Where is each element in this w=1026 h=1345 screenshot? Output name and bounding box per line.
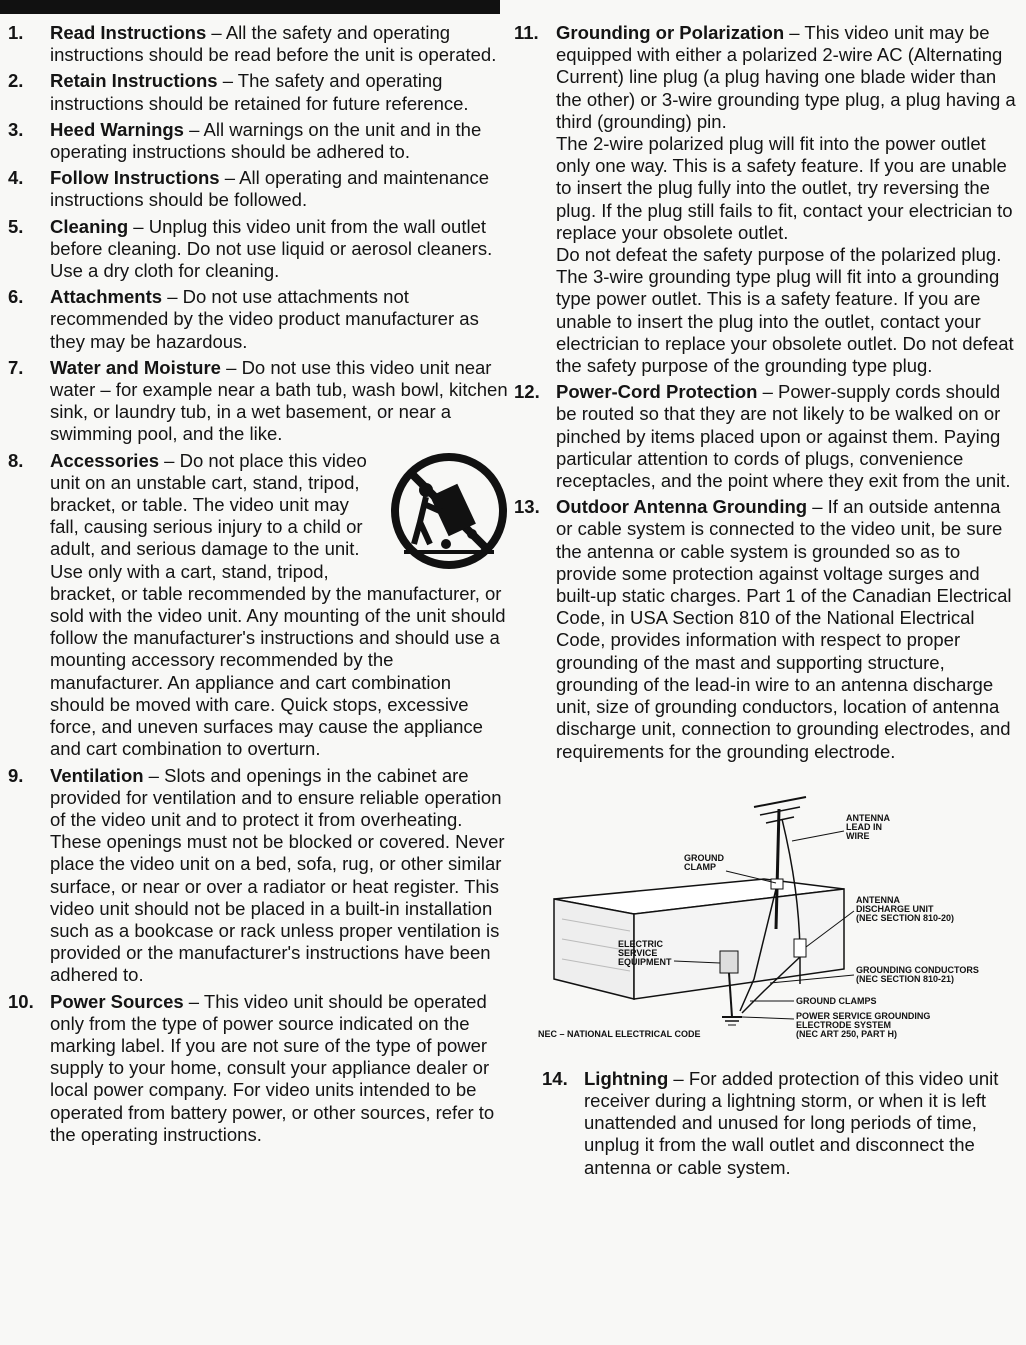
list-item: 2. Retain Instructions – The safety and operating instructions should be retained for future reference.: [8, 70, 469, 114]
item-text: If an outside antenna or cable system is connected to the video unit, be sure the antenna or cable system is grounded so as to provide some protection against voltage surges and built-up static charges. Part 1 of the Canadian Electrical Code, in USA Section 810 of the National Electrical Code, provides information with respect to proper grounding of the mast and supporting structure, grounding of the lead-in wire to an antenna discharge unit, size of grounding conductors, location of antenna discharge unit, connection to grounding electrodes, and requirements for the grounding electrode.: [556, 496, 1012, 762]
list-item: 1. Read Instructions – All the safety and operating instructions should be read before the unit is operated.: [8, 22, 497, 66]
item-text: All the safety and operating instructions should be read before the unit is operated.: [50, 22, 497, 66]
item-text: The safety and operating instructions should be retained for future reference.: [50, 70, 469, 114]
item-text: Do not place this video unit on an unstable cart, stand, tripod, bracket, or table. The video unit may fall, causing serious injury to a child or adult, and serious damage to the unit. Use only with a cart, stand, tripod, bracket, or table recommended by the manufacturer, or sold with the video unit. Any mounting of the unit should follow the manufacturer's instructions and should use a mounting accessory recommended by the manufacturer. An appliance and cart combination should be moved with care. Quick stops, excessive force, and uneven surfaces may cause the appliance and cart combination to overturn.: [50, 449, 506, 760]
item-paragraph: The 2-wire polarized plug will fit into the power outlet only one way. This is a safety feature. If you are unable to insert the plug fully into the outlet, try reversing the plug. If the plug still fails to fit, contact your electrician to replace your obsolete outlet.: [556, 133, 1013, 243]
item-heading: Grounding or Polarization: [556, 22, 785, 43]
list-item: 4. Follow Instructions – All operating and maintenance instructions should be followed.: [8, 167, 490, 211]
item-heading: Retain Instructions: [50, 70, 218, 92]
item-heading: Power-Cord Protection: [556, 381, 758, 403]
item-text: Slots and openings in the cabinet are provided for ventilation and to ensure reliable operation of the video unit and to protect it from overheating. These openings must not be blocked or covered. Never place the video unit on a bed, sofa, rug, or other similar surface, or near or over a radiator or heat register. This video unit should not be placed in a built-in installation such as a bookcase or rack unless proper ventilation is provided or the manufacturer's instructions have been adhered to.: [50, 764, 505, 986]
item-number: 1.: [8, 22, 24, 43]
item-text: Unplug this video unit from the wall outlet before cleaning. Do not use liquid or aerosol cleaners. Use a dry cloth for cleaning.: [50, 215, 493, 282]
item-text: For added protection of this video unit receiver during a lightning storm, or when it is left unattended and unused for long periods of time, unplug it from the wall outlet and disconnect the antenna or cable system.: [584, 1067, 999, 1178]
item-heading: Attachments: [50, 286, 163, 308]
item-number: 10.: [8, 990, 34, 1012]
item-heading: Read Instructions: [50, 22, 207, 43]
label-service-equipment: SERVICE: [618, 947, 658, 958]
item-number: 12.: [514, 381, 540, 403]
item-number: 9.: [8, 764, 24, 786]
label-power-service: (NEC ART 250, PART H): [796, 1028, 898, 1039]
header-bar: [0, 0, 500, 14]
label-power-service: POWER SERVICE GROUNDING: [796, 1010, 931, 1021]
label-discharge-unit: ANTENNA: [856, 894, 900, 905]
right-column: [514, 22, 1020, 1183]
antenna-grounding-diagram: [514, 779, 1020, 1049]
item-text: All operating and maintenance instructions should be followed.: [50, 167, 490, 211]
label-ground-clamps: GROUND CLAMPS: [796, 995, 877, 1006]
item-text: Do not use this video unit near water – for example near a bath tub, wash bowl, kitchen sink, or laundry tub, in a wet basement, or near a swimming pool, and the like.: [50, 356, 508, 445]
label-service-equipment: ELECTRIC: [618, 938, 663, 949]
item-paragraph: The 3-wire grounding type plug will fit into a grounding type power outlet. This is a safety feature. If you are unable to insert the plug into the outlet, contact your electrician to replace your obsolete outlet. Do not defeat the safety purpose of the grounding type plug.: [556, 266, 1014, 377]
label-grounding-conductors: GROUNDING CONDUCTORS: [856, 964, 979, 975]
list-item: 13. Outdoor Antenna Grounding – If an outside antenna or cable system is connected to the video unit, be sure the antenna or cable system is grounded so as to provide some protection against voltage surges and built-up static charges. Part 1 of the Canadian Electrical Code, in USA Section 810 of the National Electrical Code, provides information with respect to proper grounding of the mast and supporting structure, grounding of the lead-in wire to an antenna discharge unit, size of grounding conductors, location of antenna discharge unit, connection to grounding electrodes, and requirements for the grounding electrode.: [514, 496, 1012, 762]
label-discharge-unit: DISCHARGE UNIT: [856, 903, 934, 914]
item-heading: Cleaning: [50, 215, 129, 237]
item-number: 14.: [542, 1067, 568, 1089]
item-heading: Water and Moisture: [50, 356, 221, 378]
label-ground-clamp: CLAMP: [684, 861, 716, 872]
list-item: 3. Heed Warnings – All warnings on the unit and in the operating instructions should be adhered to.: [8, 118, 482, 163]
label-antenna-lead: WIRE: [846, 830, 870, 841]
list-item: 7. Water and Moisture – Do not use this video unit near water – for example near a bath tub, wash bowl, kitchen sink, or laundry tub, in a wet basement, or near a swimming pool, and the like.: [8, 356, 508, 445]
item-number: 2.: [8, 70, 24, 92]
item-heading: Heed Warnings: [50, 118, 184, 140]
item-number: 5.: [8, 215, 24, 237]
list-item: 12. Power-Cord Protection – Power-supply cords should be routed so that they are not likely to be walked on or pinched by items placed upon or against them. Paying particular attention to cords of plugs, convenience receptacles, and the point where they exit from the unit.: [514, 381, 1011, 492]
list-item: 11. Grounding or Polarization – This video unit may be equipped with either a polarized 2-wire AC (Alternating Current) line plug (a plug having one blade wider than the other) or 3-wire grounding type plug, a plug having a third (grounding) pin. The 2-wire polarized plug will fit into the power outlet only one way. This is a safety feature. If you are unable to insert the plug fully into the outlet, try reversing the plug. If the plug still fails to fit, contact your electrician to replace your obsolete outlet. Do not defeat the safety purpose of the polarized plug. The 3-wire grounding type plug will fit into a grounding type power outlet. This is a safety feature. If you are unable to insert the plug into the outlet, contact your electrician to replace your obsolete outlet. Do not defeat the safety purpose of the grounding type plug.: [514, 22, 1020, 377]
item-number: 4.: [8, 167, 24, 189]
item-number: 13.: [514, 496, 540, 518]
item-number: 8.: [8, 449, 24, 471]
list-item: 14. Lightning – For added protection of this video unit receiver during a lightning storm, or when it is left unattended and unused for long periods of time, unplug it from the wall outlet and disconnect the antenna or cable system.: [542, 1067, 999, 1178]
item-text: This video unit may be equipped with either a polarized 2-wire AC (Alternating Current) line plug (a plug having one blade wider than the other) or 3-wire grounding type plug, a plug having a third (grounding) pin.: [556, 22, 1016, 132]
label-grounding-conductors: (NEC SECTION 810-21): [856, 973, 955, 984]
item-text: This video unit should be operated only from the type of power source indicated on the marking label. If you are not sure of the type of power supply to your home, consult your appliance dealer or local power company. For video units intended to be operated from battery power, or other sources, refer to the operating instructions.: [50, 990, 495, 1145]
label-power-service: ELECTRODE SYSTEM: [796, 1019, 892, 1030]
cart-warning-icon: [390, 452, 508, 570]
label-ground-clamp: GROUND: [684, 852, 724, 863]
list-item: 10. Power Sources – This video unit should be operated only from the type of power source indicated on the marking label. If you are not sure of the type of power supply to your home, consult your appliance dealer or local power company. For video units intended to be operated from battery power, or other sources, refer to the operating instructions.: [8, 990, 495, 1145]
item-heading: Lightning: [584, 1067, 669, 1089]
label-antenna-lead: ANTENNA: [846, 812, 890, 823]
item-heading: Outdoor Antenna Grounding: [556, 496, 808, 518]
item-text: Do not use attachments not recommended by the video product manufacturer as they may be hazardous.: [50, 286, 479, 352]
item-number: 6.: [8, 286, 24, 308]
left-column: [8, 22, 508, 1150]
list-item: 8. Accessories – Do not place this video unit on an unstable cart, stand, tripod, bracket, or table. The video unit may fall, causing serious injury to a child or adult, and serious damage to the unit. Use only with a cart, stand, tripod, bracket, or table recommended by the manufacturer, or sold with the video unit. Any mounting of the unit should follow the manufacturer's instructions and should use a mounting accessory recommended by the manufacturer. An appliance and cart combination should be moved with care. Quick stops, excessive force, and uneven surfaces may cause the appliance and cart combination to overturn.: [8, 450, 508, 761]
label-antenna-lead: LEAD IN: [846, 821, 882, 832]
list-item: 5. Cleaning – Unplug this video unit from the wall outlet before cleaning. Do not use liquid or aerosol cleaners. Use a dry cloth for cleaning.: [8, 215, 493, 282]
item-paragraph: Do not defeat the safety purpose of the polarized plug.: [556, 244, 1002, 266]
label-discharge-unit: (NEC SECTION 810-20): [856, 912, 955, 923]
item-text: All warnings on the unit and in the operating instructions should be adhered to.: [50, 118, 482, 163]
item-number: 3.: [8, 118, 24, 140]
item-heading: Power Sources: [50, 990, 184, 1012]
list-item: 9. Ventilation – Slots and openings in the cabinet are provided for ventilation and to ensure reliable operation of the video unit and to protect it from overheating. These openings must not be blocked or covered. Never place the video unit on a bed, sofa, rug, or other similar surface, or near or over a radiator or heat register. This video unit should not be placed in a built-in installation such as a bookcase or rack unless proper ventilation is provided or the manufacturer's instructions have been adhered to.: [8, 764, 505, 986]
item-number: 11.: [514, 22, 539, 43]
item-number: 7.: [8, 356, 24, 378]
label-nec: NEC – NATIONAL ELECTRICAL CODE: [538, 1028, 701, 1039]
label-service-equipment: EQUIPMENT: [618, 956, 672, 967]
item-text: Power-supply cords should be routed so that they are not likely to be walked on or pinched by items placed upon or against them. Paying particular attention to cords of plugs, convenience receptacles, and the point where they exit from the unit.: [556, 381, 1011, 492]
item-heading: Follow Instructions: [50, 167, 220, 189]
item-heading: Ventilation: [50, 764, 144, 786]
list-item: 6. Attachments – Do not use attachments not recommended by the video product manufacturer as they may be hazardous.: [8, 286, 479, 352]
item-heading: Accessories: [50, 449, 160, 471]
